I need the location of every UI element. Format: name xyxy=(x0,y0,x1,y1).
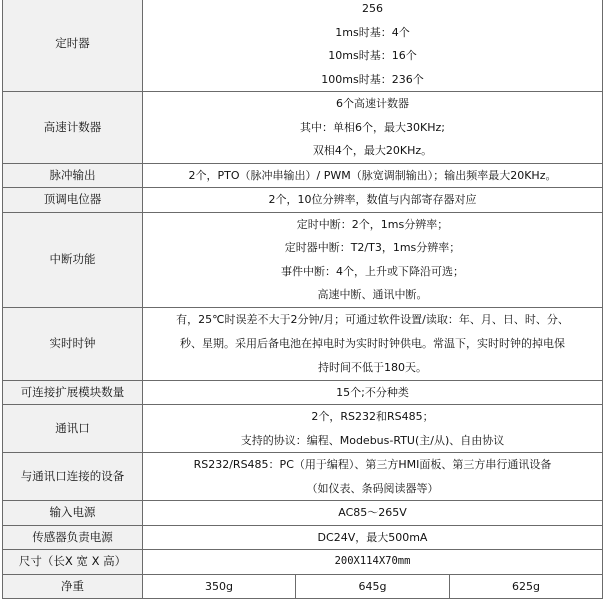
value-sensor-power: DC24V，最大500mA xyxy=(143,525,603,550)
label-pulse-output: 脉冲输出 xyxy=(3,163,143,188)
row-net-weight xyxy=(3,574,603,599)
row-comm-port xyxy=(3,405,603,453)
label-interrupt: 中断功能 xyxy=(3,212,143,307)
value-comm-port xyxy=(143,405,603,453)
rtc-line: 有，25℃时误差不大于2分钟/月；可通过软件设置/读取：年、月、日、时、分、 xyxy=(176,312,569,326)
label-input-power: 输入电源 xyxy=(3,501,143,526)
label-sensor-power: 传感器负责电源 xyxy=(3,525,143,550)
value-comm-devices xyxy=(143,453,603,501)
value-high-speed-counter xyxy=(143,92,603,164)
timer-line: 256 xyxy=(362,2,383,15)
label-dimensions: 尺寸（长X 宽 X 高） xyxy=(3,550,143,575)
rtc-line: 持时间不低于180天。 xyxy=(318,360,427,374)
spec-sheet xyxy=(2,0,602,599)
comm-line: 支持的协议：编程、Modebus-RTU(主/从)、自由协议 xyxy=(240,433,505,447)
row-comm-devices xyxy=(3,453,603,501)
value-dimensions: 200X114X70mm xyxy=(143,550,603,575)
label-comm-devices: 与通讯口连接的设备 xyxy=(3,453,143,501)
label-potentiometer: 顶调电位器 xyxy=(3,188,143,213)
hsc-line: 双相4个，最大20KHz。 xyxy=(312,144,433,157)
interrupt-line: 高速中断、通讯中断。 xyxy=(317,288,428,301)
hsc-line: 其中：单相6个，最大30KHz; xyxy=(300,120,445,134)
row-timer xyxy=(3,0,603,92)
devices-line: （如仪表、条码阅读器等） xyxy=(306,481,439,495)
value-net-weight-1: 350g xyxy=(143,574,296,599)
value-input-power: AC85～265V xyxy=(143,501,603,526)
value-timer xyxy=(143,0,603,92)
timer-line: 100ms时基：236个 xyxy=(321,72,424,86)
timer-line: 10ms时基：16个 xyxy=(328,49,417,62)
label-expansion-modules: 可连接扩展模块数量 xyxy=(3,380,143,405)
row-pulse-output xyxy=(3,163,603,188)
interrupt-line: 定时器中断：T2/T3，1ms分辨率； xyxy=(284,241,461,254)
row-potentiometer xyxy=(3,188,603,213)
value-expansion-modules: 15个;不分种类 xyxy=(143,380,603,405)
interrupt-line: 定时中断：2个，1ms分辨率； xyxy=(296,217,449,231)
row-input-power xyxy=(3,501,603,526)
value-real-time-clock xyxy=(143,307,603,380)
hsc-line: 6个高速计数器 xyxy=(336,97,409,110)
spec-table xyxy=(2,0,603,599)
value-pulse-output: 2个，PTO（脉冲串输出）/ PWM（脉宽调制输出）；输出频率最大20KHz。 xyxy=(143,163,603,188)
label-timer: 定时器 xyxy=(3,0,143,92)
label-high-speed-counter: 高速计数器 xyxy=(3,92,143,164)
value-potentiometer: 2个，10位分辨率，数值与内部寄存器对应 xyxy=(143,188,603,213)
row-real-time-clock xyxy=(3,307,603,380)
timer-line: 1ms时基：4个 xyxy=(335,25,410,39)
row-high-speed-counter xyxy=(3,92,603,164)
row-expansion-modules xyxy=(3,380,603,405)
row-interrupt xyxy=(3,212,603,307)
label-comm-port: 通讯口 xyxy=(3,405,143,453)
label-net-weight: 净重 xyxy=(3,574,143,599)
value-net-weight-3: 625g xyxy=(450,574,603,599)
devices-line: RS232/RS485：PC（用于编程）、第三方HMI面板、第三方串行通讯设备 xyxy=(193,458,552,471)
rtc-line: 秒、星期。采用后备电池在掉电时为实时时钟供电。常温下，实时时钟的掉电保 xyxy=(180,336,565,350)
comm-line: 2个，RS232和RS485； xyxy=(311,410,434,423)
row-dimensions xyxy=(3,550,603,575)
row-sensor-power xyxy=(3,525,603,550)
label-real-time-clock: 实时时钟 xyxy=(3,307,143,380)
value-interrupt xyxy=(143,212,603,307)
value-net-weight-2: 645g xyxy=(296,574,450,599)
interrupt-line: 事件中断：4个，上升或下降沿可选； xyxy=(281,264,464,278)
